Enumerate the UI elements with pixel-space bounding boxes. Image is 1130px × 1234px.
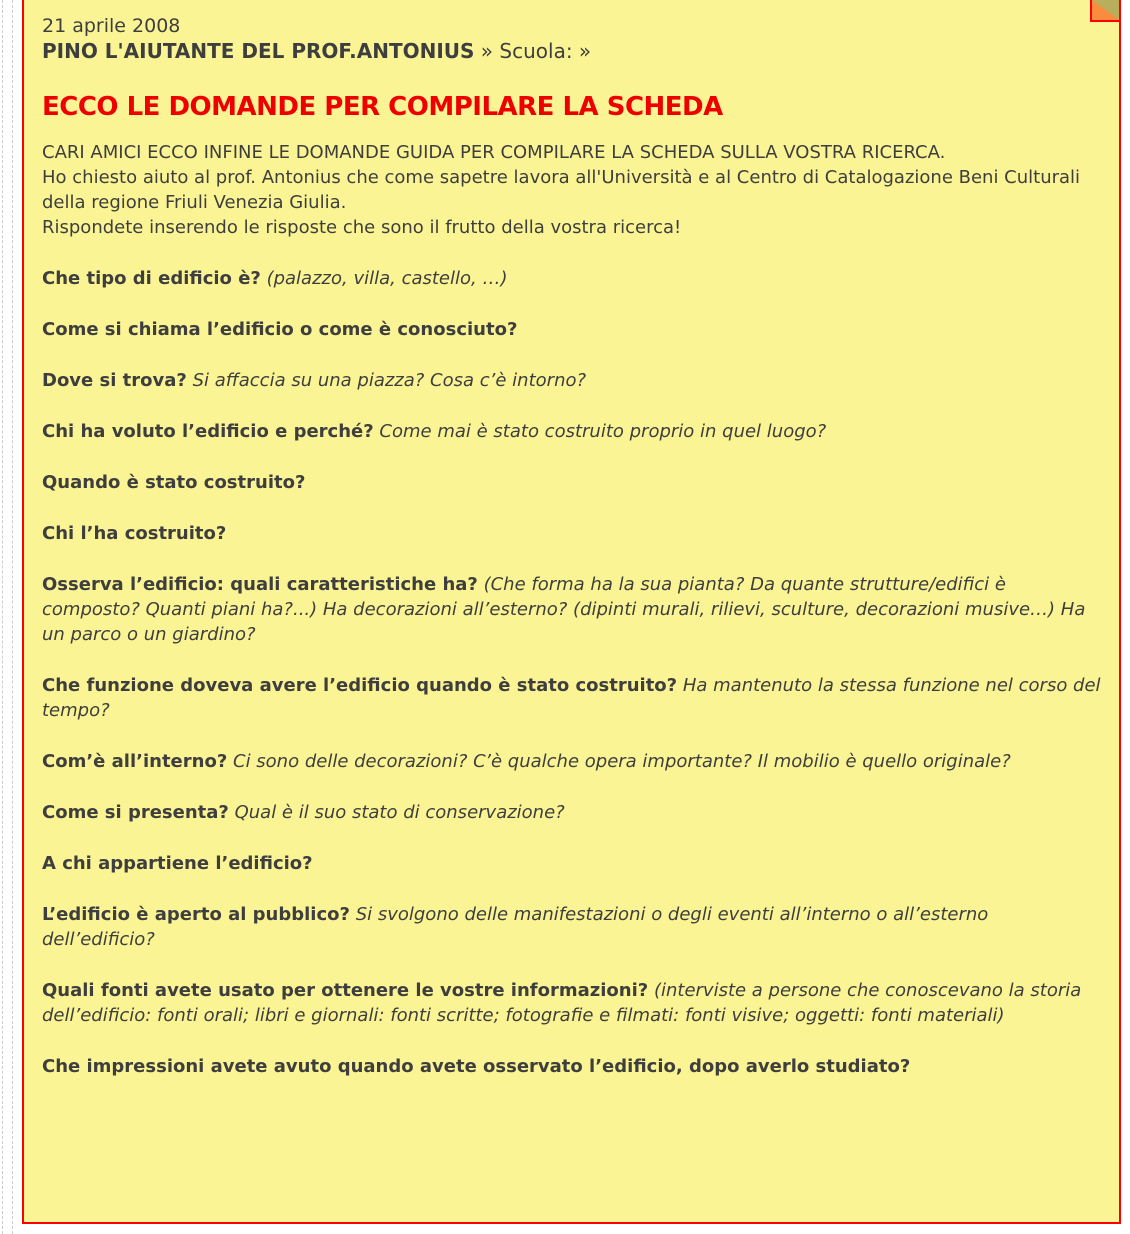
question-text: Chi l’ha costruito? xyxy=(42,523,227,544)
folded-corner-flap xyxy=(1092,0,1119,20)
question-hint: (palazzo, villa, castello, …) xyxy=(266,268,508,289)
question-text: Dove si trova? xyxy=(42,370,187,391)
question-hint: (interviste a persone che conoscevano la storia dell’edificio: fonti orali; libri e giornali: fonti scritte; fotografie e filmati: fonti visive; oggetti: fonti materiali) xyxy=(42,980,1082,1026)
intro-line: Ho chiesto aiuto al prof. Antonius che come sapetre lavora all'Università e al Centro di Catalogazione Beni Culturali della regione Friuli Venezia Giulia. xyxy=(42,167,1081,213)
question-item xyxy=(42,902,1101,952)
question-text: Quali fonti avete usato per ottenere le vostre informazioni? xyxy=(42,980,649,1001)
question-item xyxy=(42,266,1101,291)
folded-corner-icon xyxy=(1090,0,1119,22)
question-text: Osserva l’edificio: quali caratteristiche ha? xyxy=(42,574,478,595)
question-text: Che funzione doveva avere l’edificio quando è stato costruito? xyxy=(42,675,678,696)
intro-paragraph xyxy=(42,140,1101,240)
question-item xyxy=(42,851,1101,876)
question-item xyxy=(42,978,1101,1028)
question-text: Che tipo di edificio è? xyxy=(42,268,261,289)
intro-line: CARI AMICI ECCO INFINE LE DOMANDE GUIDA PER COMPILARE LA SCHEDA SULLA VOSTRA RICERCA. xyxy=(42,142,946,163)
question-item xyxy=(42,673,1101,723)
question-text: Come si presenta? xyxy=(42,802,229,823)
question-hint: Come mai è stato costruito proprio in quel luogo? xyxy=(379,421,827,442)
question-text: A chi appartiene l’edificio? xyxy=(42,853,313,874)
question-text: Come si chiama l’edificio o come è conosciuto? xyxy=(42,319,518,340)
question-item xyxy=(42,521,1101,546)
question-item xyxy=(42,368,1101,393)
question-text: Chi ha voluto l’edificio e perché? xyxy=(42,421,374,442)
category-breadcrumb[interactable]: » Scuola: » xyxy=(474,39,592,63)
question-item xyxy=(42,317,1101,342)
question-text: L’edificio è aperto al pubblico? xyxy=(42,904,350,925)
post-title: ECCO LE DOMANDE PER COMPILARE LA SCHEDA xyxy=(42,92,723,122)
question-text: Com’è all’interno? xyxy=(42,751,228,772)
question-hint: (Che forma ha la sua pianta? Da quante strutture/edifici è composto? Quanti piani ha?...) Ha decorazioni all’esterno? (dipinti murali, rilievi, sculture, decorazioni musive…) Ha un parco o un giardino? xyxy=(42,574,1086,645)
question-hint: Qual è il suo stato di conservazione? xyxy=(234,802,565,823)
question-item xyxy=(42,800,1101,825)
question-text: Che impressioni avete avuto quando avete osservato l’edificio, dopo averlo studiato? xyxy=(42,1056,911,1077)
question-text: Quando è stato costruito? xyxy=(42,472,306,493)
question-hint: Si affaccia su una piazza? Cosa c’è intorno? xyxy=(192,370,587,391)
question-item xyxy=(42,470,1101,495)
question-item xyxy=(42,572,1101,647)
intro-line: Rispondete inserendo le risposte che sono il frutto della vostra ricerca! xyxy=(42,217,682,238)
question-item xyxy=(42,419,1101,444)
page-edge-dashed-line xyxy=(12,0,13,1234)
post-date: 21 aprile 2008 xyxy=(42,15,181,37)
question-item xyxy=(42,1054,1101,1079)
question-item xyxy=(42,749,1101,774)
page-edge-dashed-line xyxy=(2,0,3,1234)
blog-post-box xyxy=(22,0,1121,1224)
blog-title-link[interactable]: PINO L'AIUTANTE DEL PROF.ANTONIUS xyxy=(42,39,475,63)
questions-list xyxy=(42,266,1101,1079)
question-hint: Si svolgono delle manifestazioni o degli eventi all’interno o all’esterno dell’edificio? xyxy=(42,904,989,950)
question-hint: Ci sono delle decorazioni? C’è qualche opera importante? Il mobilio è quello originale? xyxy=(233,751,1011,772)
question-hint: Ha mantenuto la stessa funzione nel corso del tempo? xyxy=(42,675,1101,721)
post-byline xyxy=(42,39,1101,64)
